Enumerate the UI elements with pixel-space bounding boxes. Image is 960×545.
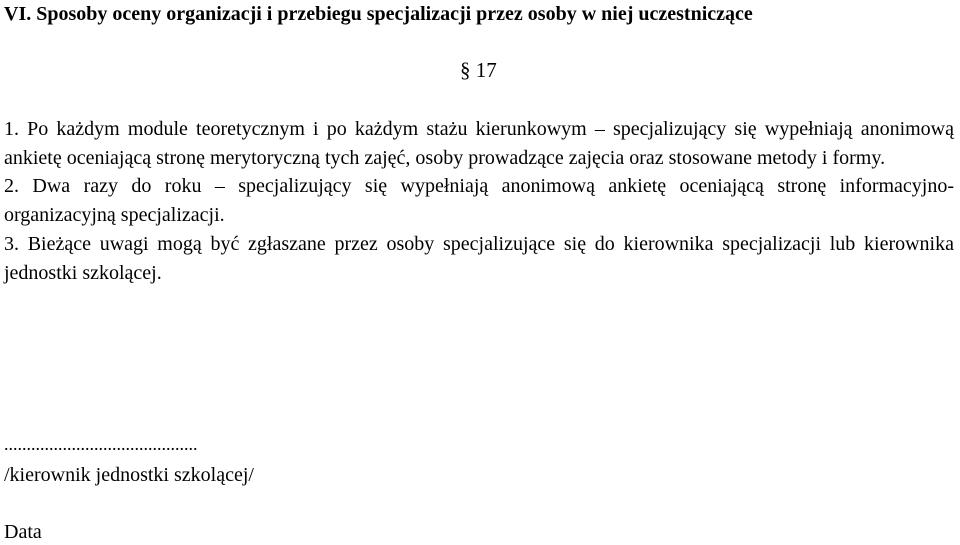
signature-line: ........................................... [4,434,198,454]
paragraph-list [4,115,954,287]
signature-label: /kierownik jednostki szkolącej/ [4,464,254,486]
section-heading: VI. Sposoby oceny organizacji i przebiegu specjalizacji przez osoby w niej uczestniczące [4,3,753,25]
paragraph-2: 2. Dwa razy do roku – specjalizujący się wypełniają anonimową ankietę oceniającą stronę informacyjno-organizacyjną specjalizacji. [4,175,954,227]
paragraph-3: 3. Bieżące uwagi mogą być zgłaszane przez osoby specjalizujące się do kierownika specjalizacji lub kierownika jednostki szkolącej. [4,232,954,284]
section-number: § 17 [460,58,497,82]
date-label: Data [4,521,42,543]
paragraph-1: 1. Po każdym module teoretycznym i po każdym stażu kierunkowym – specjalizujący się wypełniają anonimową ankietę oceniającą stronę merytoryczną tych zajęć, osoby prowadzące zajęcia oraz stosowane metody i formy. [4,118,954,169]
